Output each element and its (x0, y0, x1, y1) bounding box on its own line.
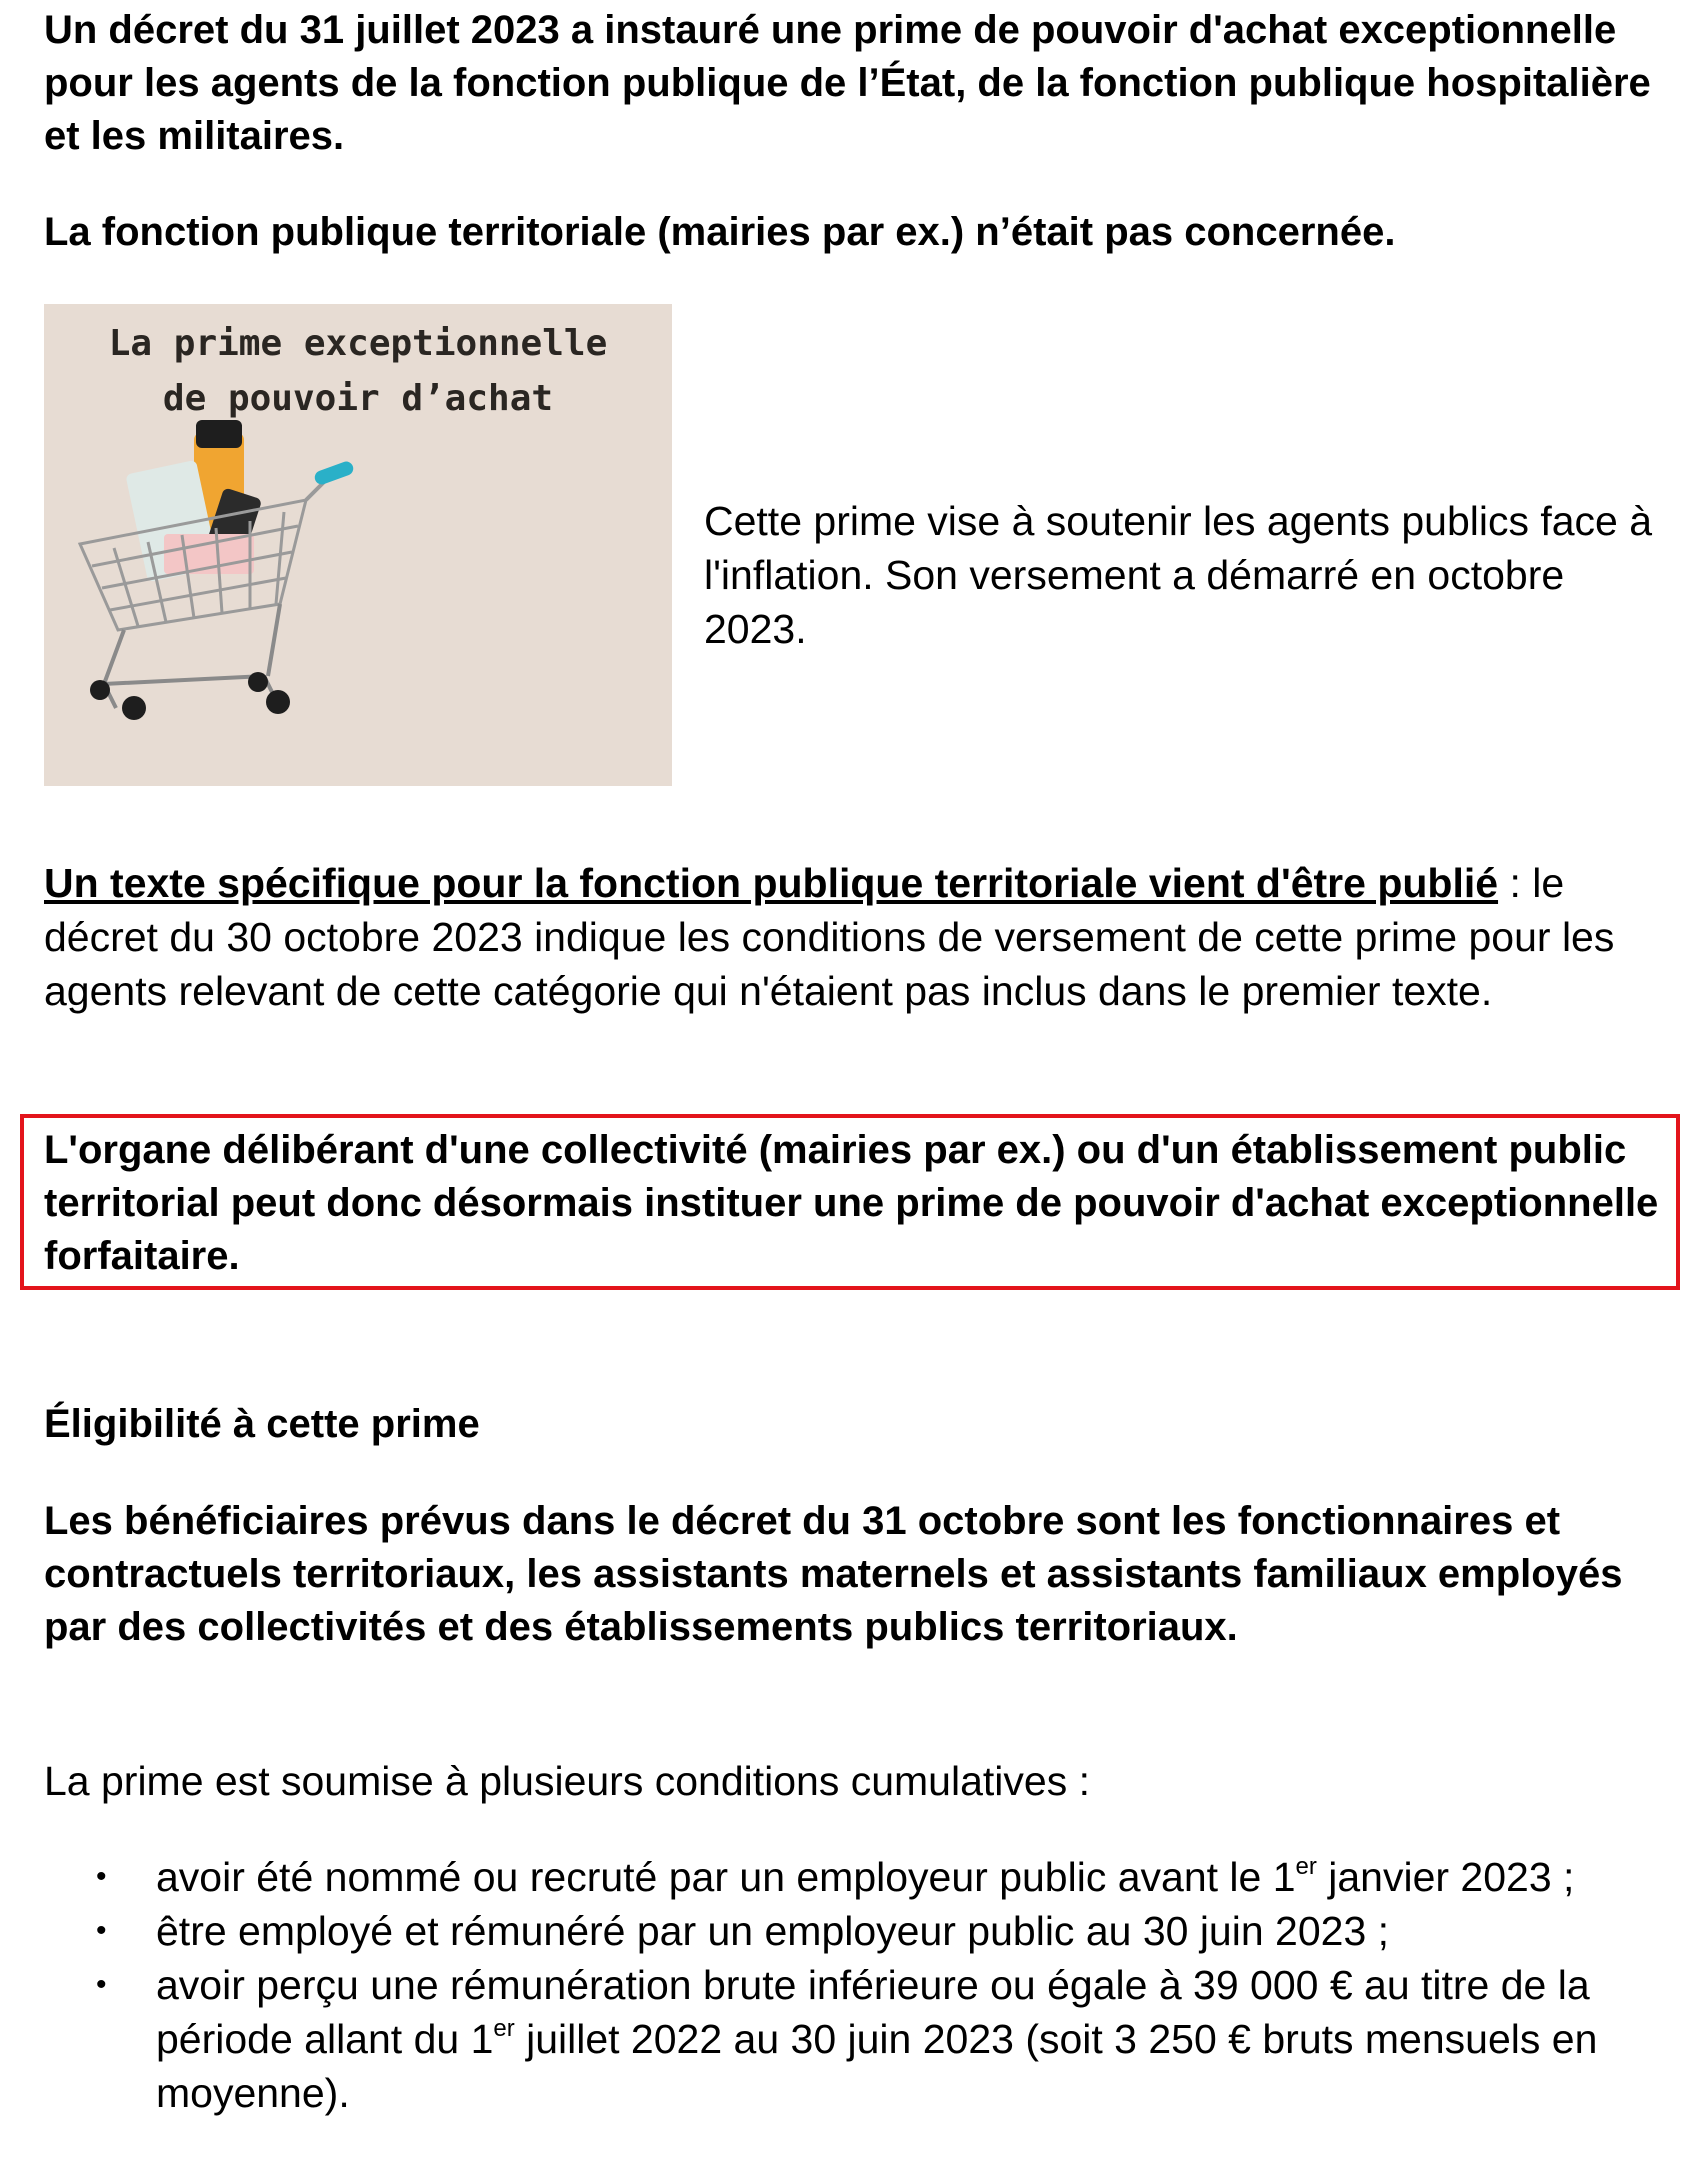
not-concerned-paragraph: La fonction publique territoriale (mairies par ex.) n’était pas concernée. (44, 210, 1396, 254)
bullet-icon: • (96, 1860, 107, 1893)
list-item: • avoir été nommé ou recruté par un employeur public avant le 1er janvier 2023 ; (44, 1850, 1664, 1904)
inflation-support-paragraph: Cette prime vise à soutenir les agents publics face à l'inflation. Son versement a démarré en octobre 2023. (704, 498, 1653, 652)
eligibility-heading: Éligibilité à cette prime (44, 1402, 480, 1446)
list-item: • avoir perçu une rémunération brute inférieure ou égale à 39 000 € au titre de la période allant du 1er juillet 2022 au 30 juin 2023 (soit 3 250 € bruts mensuels en moyenne). (44, 1958, 1664, 2120)
wheel (122, 696, 146, 720)
specific-text-heading: Un texte spécifique pour la fonction publique territoriale vient d'être publié (44, 860, 1499, 906)
highlight-paragraph: L'organe délibérant d'une collectivité (mairies par ex.) ou d'un établissement public territorial peut donc désormais instituer une prime de pouvoir d'achat exceptionnelle forfaitaire. (44, 1128, 1659, 1278)
bullet-icon: • (96, 1968, 107, 2001)
shopping-cart-icon (44, 304, 672, 786)
bullet-icon: • (96, 1914, 107, 1947)
specific-text-paragraph (44, 856, 1664, 1018)
wheel (248, 672, 268, 692)
specific-text-body: : le décret du 30 octobre 2023 indique les conditions de versement de cette prime pour les agents relevant de cette catégorie qui n'étaient pas inclus dans le premier texte. (44, 860, 1615, 1014)
shopping-cart-illustration (44, 304, 672, 786)
illustration-caption: La prime exceptionnelle de pouvoir d’achat (108, 323, 608, 419)
list-item: • être employé et rémunéré par un employeur public au 30 juin 2023 ; (44, 1904, 1664, 1958)
conditions-list (44, 1850, 1664, 2120)
conditions-intro: La prime est soumise à plusieurs conditions cumulatives : (44, 1758, 1090, 1804)
wheel (266, 690, 290, 714)
intro-paragraph: Un décret du 31 juillet 2023 a instauré une prime de pouvoir d'achat exceptionnelle pour les agents de la fonction publique de l’État, de la fonction publique hospitalière et les militaires. (44, 8, 1651, 158)
beneficiaries-paragraph: Les bénéficiaires prévus dans le décret du 31 octobre sont les fonctionnaires et contractuels territoriaux, les assistants maternels et assistants familiaux employés par des collectivités et des établissements publics territoriaux. (44, 1499, 1623, 1649)
wheel (90, 680, 110, 700)
